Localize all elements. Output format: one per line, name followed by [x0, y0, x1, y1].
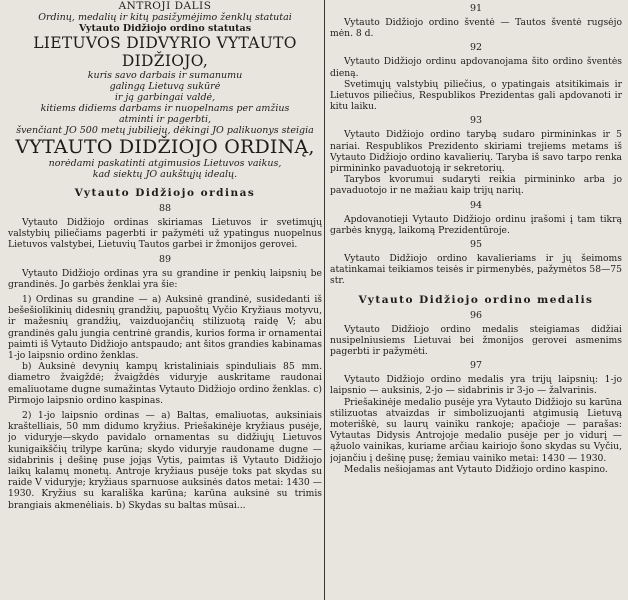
article-text: Vytauto Didžiojo ordino šventė — Tautos šventė rugsėjo mėn. 8 d.	[330, 17, 622, 40]
article-text: Vytauto Didžiojo ordinas skiriamas Lietuvos ir svetimųjų valstybių piliečiams pagerbti ir pažymėti už ypatingus nuopelnus Lietuvos valstybei, Lietuvių Tautos garbei ir žmonijos gerovei.	[8, 217, 322, 251]
statute-title: Vytauto Didžiojo ordino statutas	[78, 23, 252, 34]
order-name-heading: VYTAUTO DIDŽIOJO ORDINĄ,	[15, 136, 315, 158]
section-heading: Vytauto Didžiojo ordino medalis	[358, 293, 594, 306]
part-heading: ANTROJI DALIS	[118, 0, 212, 12]
right-column	[330, 0, 622, 600]
article-number: 88	[158, 203, 172, 214]
dedication-line: galingą Lietuvą sukūrė	[109, 81, 221, 92]
article-text: Medalis nešiojamas ant Vytauto Didžiojo ordino kaspino.	[344, 463, 608, 475]
article-text: Tarybos kvorumui sudaryti reikia pirmininko arba jo pavaduotojo ir ne mažiau kaip trijų narių.	[330, 174, 622, 197]
dedication-heading: LIETUVOS DIDVYRIO VYTAUTO DIDŽIOJO,	[33, 34, 297, 70]
article-number: 93	[469, 115, 483, 127]
article-text: Apdovanotieji Vytauto Didžiojo ordinu įrašomi į tam tikrą garbės knygą, laikomą Prezidentūroje.	[330, 213, 622, 236]
dedication-line: kuris savo darbais ir sumanumu	[87, 70, 243, 81]
article-number: 91	[469, 3, 483, 14]
column-divider	[324, 0, 325, 600]
dedication-line: kad siektų JO aukštųjų idealų.	[92, 169, 238, 180]
article-text: Priešakinėje medalio pusėje yra Vytauto Didžiojo su karūna stilizuotas atvaizdas ir simbolizuojanti atgimusią Lietuvą moteriškė, su laurų vainiku rankoje; apačioje — parašas: Vytautas Didysis Antrojoje medalio pusėje per jo vidurį — ąžuolo vainikas, kuriame arčiau kairiojo šono skydas su Vyčiu, jojančiu į dešinę pusę; žemiau vainiko metai: 1430 — 1930.	[330, 396, 622, 464]
article-text: 1) Ordinas su grandine — a) Auksinė grandinė, susidedanti iš bešešiolikinių didesnių grandžių, papuoštų Vyčio Kryžiaus motyvu, ir mažesnių grandžių, vaizduojančių stilizuotą raidę V; abu grandinės galu jungia centrinė grandis, kurios forma ir ornamentai paimti iš Vytauto Didžiojo antspaudo; ant šitos grandies kabinamas 1-jo laipsnio ordino ženklas.	[8, 294, 322, 362]
article-number: 94	[469, 199, 483, 211]
article-text: b) Auksinė devynių kampų kristaliniais spinduliais 85 mm. diametro žvaigždė; žvaigždės viduryje auskritame raudonai emaliuotame dugne sumažintas Vytauto Didžiojo ordino ženklas. c) Pirmojo laipsnio ordino kaspinas.	[8, 361, 322, 406]
article-number: 96	[469, 309, 483, 321]
dedication-line: norėdami paskatinti atgimusios Lietuvos vaikus,	[48, 158, 282, 169]
article-number: 95	[469, 239, 483, 251]
part-subtitle: Ordinų, medalių ir kitų pasižymėjimo ženklų statutai	[38, 12, 292, 23]
left-column	[8, 0, 322, 600]
section-heading: Vytauto Didžiojo ordinas	[74, 187, 256, 199]
article-text: Vytauto Didžiojo ordinas yra su grandine ir penkių laipsnių be grandinės. Jo garbės ženklai yra šie:	[8, 267, 322, 290]
article-text: Vytauto Didžiojo ordinu apdovanojama šito ordino šventės dieną.	[330, 56, 622, 79]
article-text: Vytauto Didžiojo ordino tarybą sudaro pirmininkas ir 5 nariai. Respublikos Prezidento skiriami trejiems metams iš Vytauto Didžiojo ordino kavalierių. Taryba iš savo tarpo renka pirmininko pavaduotoją ir sekretorių.	[330, 129, 622, 175]
article-number: 97	[469, 360, 483, 372]
article-text: Svetimųjų valstybių piliečius, o ypatingais atsitikimais ir Lietuvos piliečius, Respublikos Prezidentas gali apdovanoti ir kitu laiku.	[330, 78, 622, 113]
article-number: 92	[469, 42, 483, 54]
dedication-line: atminti ir pagerbti,	[118, 114, 212, 125]
article-text: Vytauto Didžiojo ordino medalis steigiamas didžiai nusipelniusiems Lietuvai bei žmonijos gerovei asmenims pagerbti ir pažymėti.	[330, 323, 622, 358]
article-text: 2) 1-jo laipsnio ordinas — a) Baltas, emaliuotas, auksiniais kraštelliais, 50 mm didumo kryžius. Priešakinėje kryžiaus pusėje, jo viduryje—skydo pavidalo ornamentas su didžiųjų Lietuvos kunigaikščių trilype karūna; skydo viduryje raudoname dugne — sidabrinis į dešinę puse jojąs Vytis, paimtas iš Vytauto Didžiojo laikų kalamų monetų. Antroje kryžiaus pusėje toks pat skydas su raide V viduryje; kryžiaus sparnuose auksinės datos metai: 1430 — 1930. Kryžius su karališka karūna; karūna auksinė su trimis brangiais akmenėliais. b) Skydas su baltas mūsai...	[8, 410, 322, 511]
dedication-line: švenčiant JO 500 metų jubiliejų, dėkingi JO palikuonys steigia	[16, 125, 314, 136]
dedication-line: ir ją garbingai valdė,	[114, 92, 216, 103]
dedication-line: kitiems didiems darbams ir nuopelnams per amžius	[40, 103, 290, 114]
article-number: 89	[158, 253, 172, 265]
article-text: Vytauto Didžiojo ordino medalis yra trijų laipsnių: 1-jo laipsnio — auksinis, 2-jo — sidabrinis ir 3-jo — žalvarinis.	[330, 374, 622, 397]
article-text: Vytauto Didžiojo ordino kavalieriams ir jų šeimoms atatinkamai teikiamos teisės ir pirmenybės, pažymėtos 58—75 str.	[330, 253, 622, 287]
